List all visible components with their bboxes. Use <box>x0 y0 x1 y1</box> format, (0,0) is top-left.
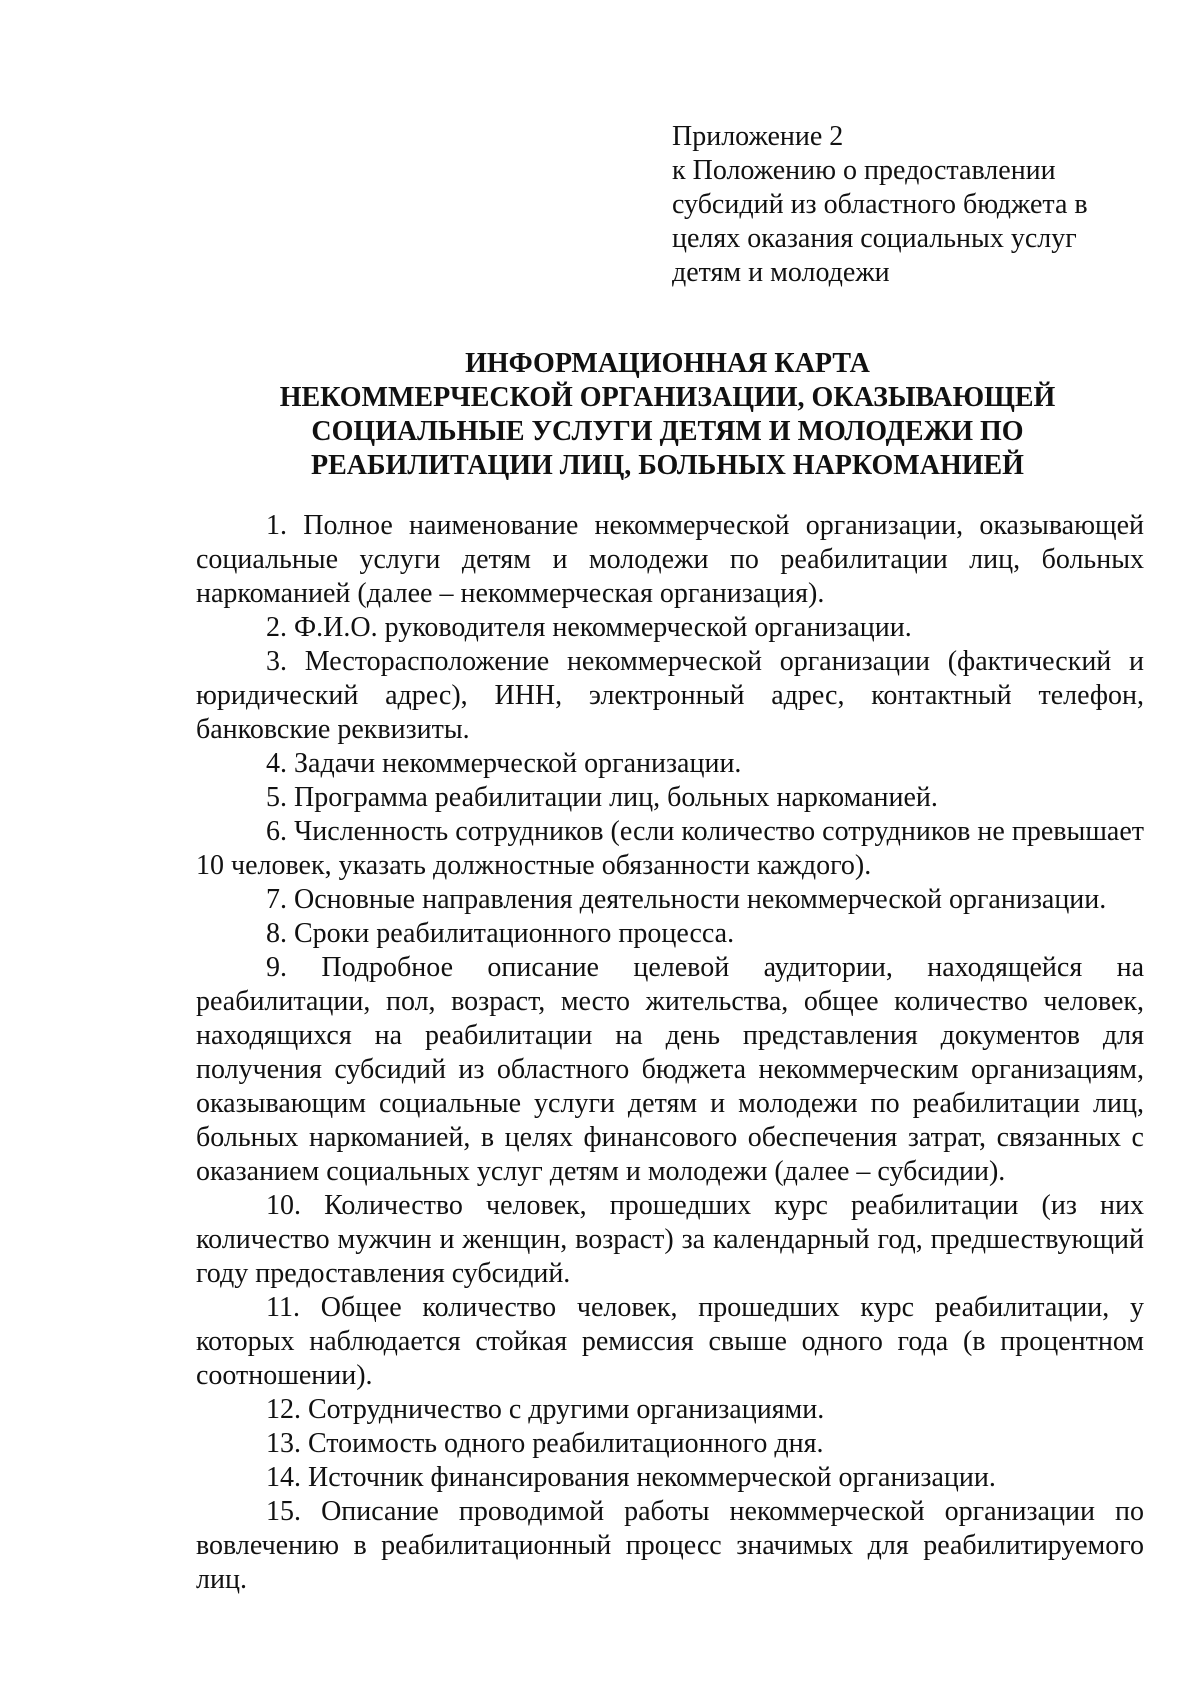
list-item: 6. Численность сотрудников (если количество сотрудников не превышает 10 человек, указать должностные обязанности каждого). <box>196 816 1144 881</box>
list-item: 13. Стоимость одного реабилитационного дня. <box>266 1428 824 1459</box>
list-item: 10. Количество человек, прошедших курс реабилитации (из них количество мужчин и женщин, возраст) за календарный год, предшествующий году предоставления субсидий. <box>196 1190 1144 1289</box>
appendix-line: детям и молодежи <box>672 257 890 288</box>
document-body <box>196 509 1144 1597</box>
title-line: НЕКОММЕРЧЕСКОЙ ОРГАНИЗАЦИИ, ОКАЗЫВАЮЩЕЙ <box>279 382 1056 413</box>
list-item: 15. Описание проводимой работы некоммерческой организации по вовлечению в реабилитационный процесс значимых для реабилитируемого лиц. <box>196 1496 1144 1595</box>
appendix-line: Приложение 2 <box>672 121 844 152</box>
appendix-line: к Положению о предоставлении <box>672 155 1056 186</box>
title-line: РЕАБИЛИТАЦИИ ЛИЦ, БОЛЬНЫХ НАРКОМАНИЕЙ <box>311 450 1024 481</box>
list-item: 4. Задачи некоммерческой организации. <box>266 748 742 779</box>
appendix-line: субсидий из областного бюджета в <box>672 189 1088 220</box>
list-item: 11. Общее количество человек, прошедших курс реабилитации, у которых наблюдается стойкая ремиссия свыше одного года (в процентном соотношении). <box>196 1292 1144 1391</box>
list-item: 8. Сроки реабилитационного процесса. <box>266 918 735 949</box>
list-item: 9. Подробное описание целевой аудитории, находящейся на реабилитации, пол, возраст, место жительства, общее количество человек, находящихся на реабилитации на день представления документов для получения субсидий из областного бюджета некоммерческим организациям, оказывающим социальные услуги детям и молодежи по реабилитации лиц, больных наркоманией, в целях финансового обеспечения затрат, связанных с оказанием социальных услуг детям и молодежи (далее – субсидии). <box>196 952 1144 1187</box>
list-item: 7. Основные направления деятельности некоммерческой организации. <box>266 884 1107 915</box>
list-item: 2. Ф.И.О. руководителя некоммерческой организации. <box>266 612 912 643</box>
appendix-line: целях оказания социальных услуг <box>672 223 1077 254</box>
title-line: СОЦИАЛЬНЫЕ УСЛУГИ ДЕТЯМ И МОЛОДЕЖИ ПО <box>311 416 1024 447</box>
list-item: 5. Программа реабилитации лиц, больных наркоманией. <box>266 782 938 813</box>
list-item: 12. Сотрудничество с другими организациями. <box>266 1394 825 1425</box>
title-line: ИНФОРМАЦИОННАЯ КАРТА <box>465 348 870 379</box>
document-title <box>190 347 1145 483</box>
list-item: 1. Полное наименование некоммерческой организации, оказывающей социальные услуги детям и молодежи по реабилитации лиц, больных наркоманией (далее – некоммерческая организация). <box>196 510 1144 609</box>
appendix-note <box>672 120 1142 290</box>
list-item: 14. Источник финансирования некоммерческой организации. <box>266 1462 996 1493</box>
list-item: 3. Месторасположение некоммерческой организации (фактический и юридический адрес), ИНН, электронный адрес, контактный телефон, банковские реквизиты. <box>196 646 1144 745</box>
